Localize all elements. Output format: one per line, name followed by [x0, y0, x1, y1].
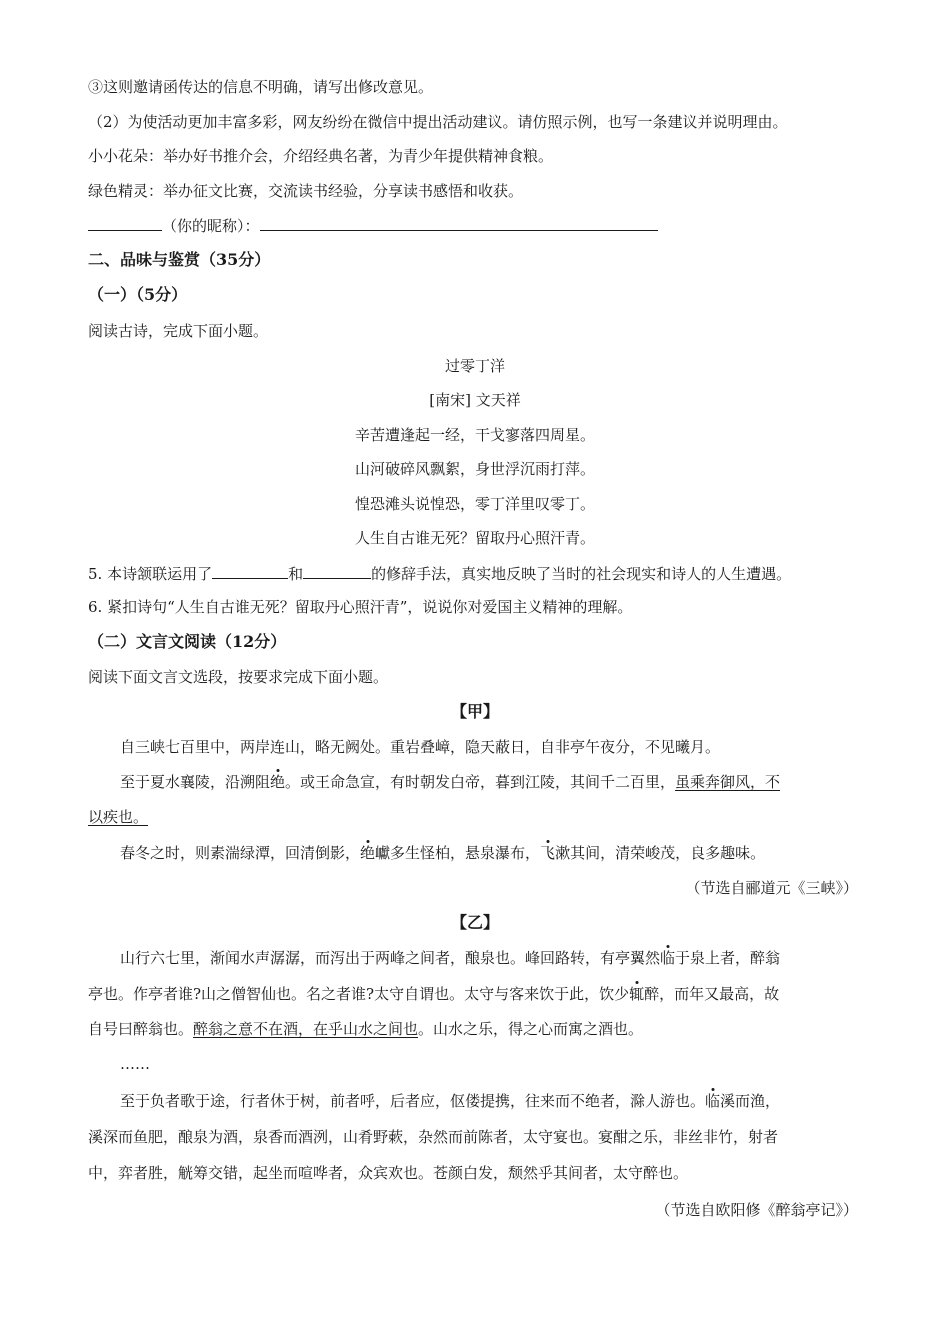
nickname-label: （你的昵称）：	[162, 217, 260, 235]
question-2-line: （2）为使活动更加丰富多彩，网友纷纷在微信中提出活动建议。请仿照示例，也写一条建议并说明理由。	[88, 113, 788, 131]
poem-line: 惶恐滩头说惶恐，零丁洋里叹零丁。	[354, 495, 595, 513]
underlined-sentence: 醉翁之意不在酒，在乎山水之间也	[193, 1020, 419, 1038]
passage-yi-label: 【乙】	[450, 913, 499, 932]
emphasis-dot-char: 临	[660, 949, 676, 967]
jia-source: （节选自郦道元《三峡》）	[685, 879, 858, 897]
emphasis-dot-char: 绝	[270, 773, 286, 791]
ellipsis: ……	[120, 1055, 150, 1073]
underlined-sentence: 以疾也。	[88, 808, 149, 826]
jia-paragraph-2-cont	[88, 807, 148, 827]
question-6: 6. 紧扣诗句“人生自古谁无死？留取丹心照汗青”，说说你对爱国主义精神的理解。	[88, 598, 633, 616]
poem-instruction: 阅读古诗，完成下面小题。	[88, 322, 269, 340]
nickname-blank[interactable]	[88, 215, 162, 231]
nickname-answer-line	[88, 215, 658, 236]
answer-blank[interactable]	[212, 563, 288, 579]
poem-author: [南宋] 文天祥	[429, 391, 521, 409]
subsection-2-title: （二）文言文阅读（12分）	[88, 632, 287, 651]
emphasis-dot-char: 辄	[629, 985, 645, 1003]
yi-paragraph-2-end: 中，弈者胜，觥筹交错，起坐而喧哗者，众宾欢也。苍颜白发，颓然乎其间者，太守醉也。	[88, 1164, 689, 1182]
emphasis-dot-char: 飞	[540, 844, 556, 862]
emphasis-dot-char: 绝	[360, 844, 376, 862]
subsection-1-title: （一）（5分）	[88, 285, 188, 304]
poem-line: 人生自古谁无死？留取丹心照汗青。	[354, 529, 595, 547]
jia-paragraph-2: 至于夏水襄陵，沿溯阻绝。或王命急宣，有时朝发白帝，暮到江陵，其间千二百里，虽乘奔御风，不	[120, 773, 781, 791]
underlined-sentence: 虽乘奔御风，不	[675, 773, 781, 791]
answer-blank[interactable]	[303, 563, 371, 579]
emphasis-dot-char: 临	[705, 1092, 721, 1110]
suggestion-blank[interactable]	[260, 215, 658, 231]
example-suggestion-2: 绿色精灵：举办征文比赛，交流读书经验，分享读书感悟和收获。	[88, 182, 524, 200]
question-3-line: ③这则邀请函传达的信息不明确，请写出修改意见。	[88, 78, 434, 96]
question-5: 5. 本诗颔联运用了 和 的修辞手法，真实地反映了当时的社会现实和诗人的人生遭遇。	[88, 565, 792, 583]
classical-instruction: 阅读下面文言文选段，按要求完成下面小题。	[88, 668, 389, 686]
section-2-title: 二、品味与鉴赏（35分）	[88, 250, 271, 269]
poem-title: 过零丁洋	[444, 357, 505, 375]
poem-line: 山河破碎风飘絮，身世浮沉雨打萍。	[354, 460, 595, 478]
jia-paragraph-1: 自三峡七百里中，两岸连山，略无阙处。重岩叠嶂，隐天蔽日，自非亭午夜分，不见曦月。	[120, 738, 721, 756]
yi-paragraph-1-cont: 亭也。作亭者谁?山之僧智仙也。名之者谁?太守自谓也。太守与客来饮于此，饮少辄醉，而年又最高，故	[88, 985, 780, 1003]
yi-paragraph-2: 至于负者歌于途，行者休于树，前者呼，后者应，伛偻提携，往来而不绝者，滁人游也。临溪而渔，	[120, 1092, 781, 1110]
yi-paragraph-2-cont: 溪深而鱼肥，酿泉为酒，泉香而酒洌，山肴野蔌，杂然而前陈者，太守宴也。宴酣之乐，非丝非竹，射者	[88, 1128, 779, 1146]
passage-jia-label: 【甲】	[450, 702, 499, 721]
yi-source: （节选自欧阳修《醉翁亭记》）	[655, 1201, 858, 1219]
jia-paragraph-3: 春冬之时，则素湍绿潭，回清倒影，绝巘多生怪柏，悬泉瀑布，飞漱其间，清荣峻茂，良多趣味。	[120, 844, 766, 862]
yi-paragraph-1-end: 自号曰醉翁也。醉翁之意不在酒，在乎山水之间也。山水之乐，得之心而寓之酒也。	[88, 1020, 644, 1038]
yi-paragraph-1: 山行六七里，渐闻水声潺潺，而泻出于两峰之间者，酿泉也。峰回路转，有亭翼然临于泉上者，醉翁	[120, 949, 781, 967]
example-suggestion-1: 小小花朵：举办好书推介会，介绍经典名著，为青少年提供精神食粮。	[88, 147, 554, 165]
poem-line: 辛苦遭逢起一经，干戈寥落四周星。	[354, 426, 595, 444]
